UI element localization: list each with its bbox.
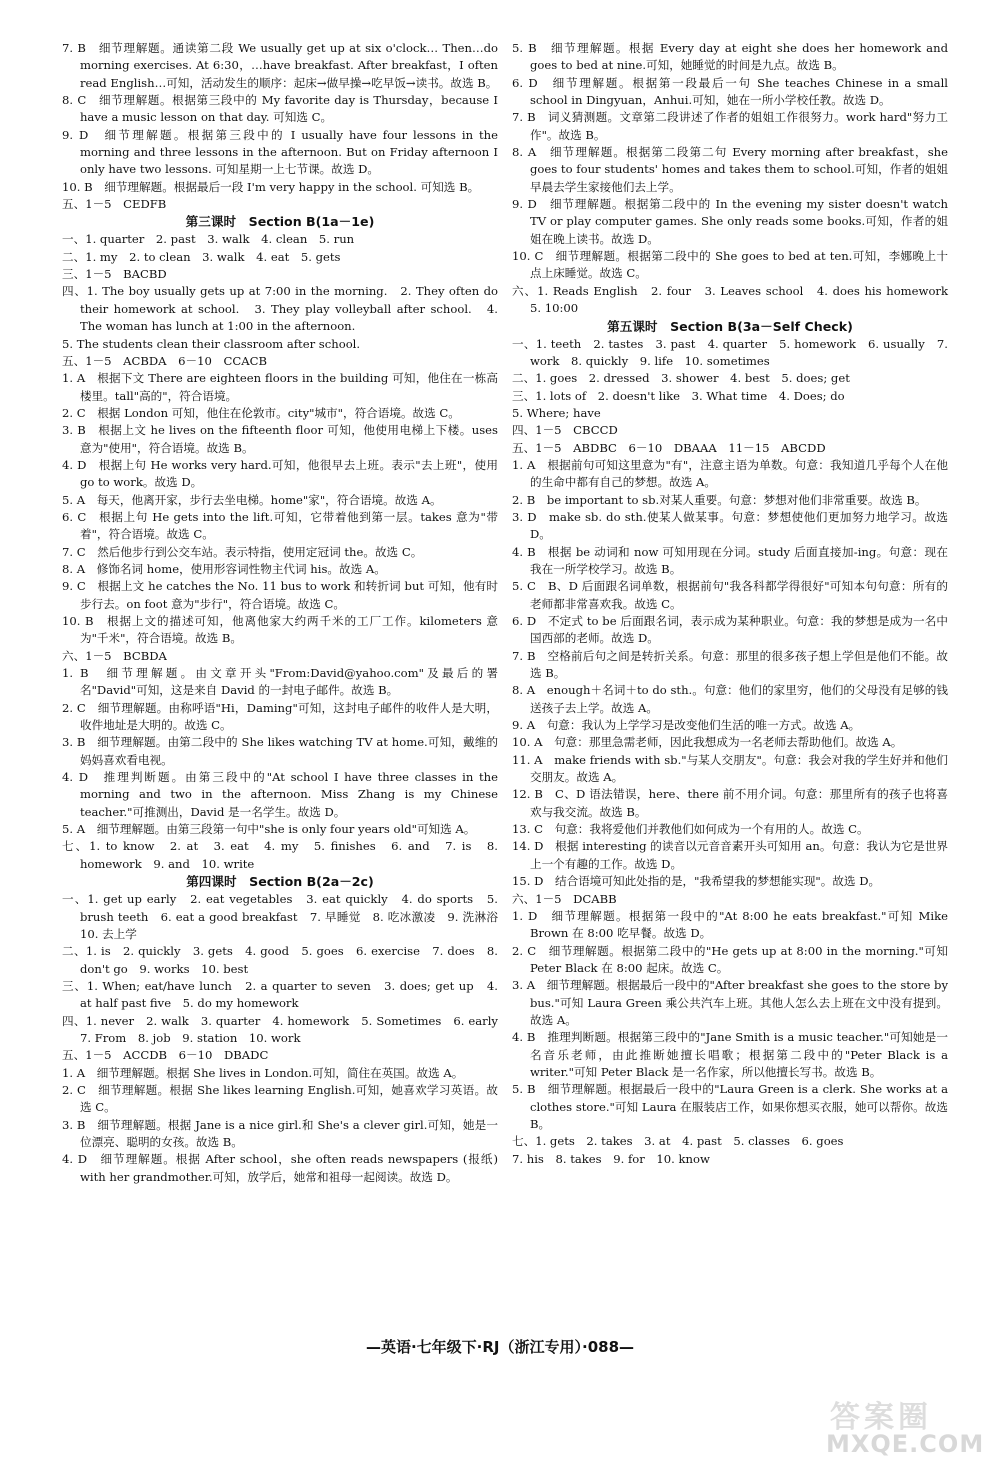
- answer-group: 七、1. gets 2. takes 3. at 4. past 5. classes 6. goes: [512, 1134, 844, 1149]
- answer-item: 10. C 细节理解题。根据第二段中的 She goes to bed at ten.可知，李娜晚上十点上床睡觉。故选 C。: [512, 249, 948, 281]
- left-column: [62, 40, 510, 1186]
- answer-group: 二、1. my 2. to clean 3. walk 4. eat 5. gets: [62, 249, 341, 264]
- answer-item: 2. C 细节理解题。根据 She likes learning English.可知，她喜欢学习英语。故选 C。: [62, 1082, 498, 1115]
- answer-item: 15. D 结合语境可知此处指的是，"我希望我的梦想能实现"。故选 D。: [512, 874, 881, 889]
- section-heading: 第五课时 Section B(3a－Self Check): [607, 318, 853, 334]
- answer-item: 2. B be important to sb.对某人重要。句意：梦想对他们非常重要。故选 B。: [512, 492, 927, 507]
- answer-item: 9. D 细节理解题。根据第三段中的 I usually have four lessons in the morning and three lessons in the afternoon. But on Friday afternoon I only have two lessons. 可知星期一上七节课。故选 D。: [62, 127, 498, 177]
- answer-group: 四、1－5 CBCCD: [512, 423, 618, 438]
- answer-item: 7. B 细节理解题。通读第二段 We usually get up at six o'clock… Then…do morning exercises. At 6:30，…have breakfast. After breakfast，I often read English…可知，活动发生的顺序：起床→做早操→吃早饭→读书。故选 B。: [62, 41, 498, 90]
- answer-group: 二、1. goes 2. dressed 3. shower 4. best 5. does; get: [512, 371, 850, 386]
- answer-item: 3. A 细节理解题。根据最后一段中的"After breakfast she goes to the store by bus."可知 Laura Green 乘公共汽车上班。其他人怎么去上班在文中没有提到。故选 A。: [512, 978, 948, 1027]
- answer-item: 9. C 根据上文 he catches the No. 11 bus to work 和转折词 but 可知，他有时步行去。on foot 意为"步行"，符合语境。故选 C。: [62, 579, 498, 611]
- answer-group: 三、1. lots of 2. doesn't like 3. What time 4. Does; do: [512, 388, 845, 403]
- answer-group: 一、1. get up early 2. eat vegetables 3. eat quickly 4. do sports 5. brush teeth 6. eat a good breakfast 7. 早睡觉 8. 吃冰激凌 9. 洗淋浴 10. 去上学: [62, 892, 510, 941]
- answer-item: 7. his 8. takes 9. for 10. know: [512, 1151, 710, 1166]
- answer-item: 6. D 细节理解题。根据第一段最后一句 She teaches Chinese in a small school in Dingyuan，Anhui.可知，她在一所小学校任教。故选 D。: [512, 75, 948, 108]
- right-column: [512, 40, 960, 1168]
- answer-item: 8. A 细节理解题。根据第二段第二句 Every morning after breakfast，she goes to four students' homes and takes them to school.可知，作者的姐姐早晨去学生家接他们去上学。: [512, 145, 948, 194]
- answer-group: 五、1－5 ACBDA 6－10 CCACB: [62, 353, 267, 368]
- answer-item: 9. A 句意：我认为上学学习是改变他们生活的唯一方式。故选 A。: [512, 718, 861, 733]
- answer-item: 5. A 细节理解题。由第三段第一句中"she is only four years old"可知选 A。: [62, 822, 476, 837]
- answer-item: 6. D 不定式 to be 后面跟名词，表示成为某种职业。句意：我的梦想是成为一名中国西部的老师。故选 D。: [512, 614, 948, 646]
- answer-item: 10. B 根据上文的描述可知，他离他家大约两千米的工厂工作。kilometers 意为"千米"，符合语境。故选 B。: [62, 614, 498, 646]
- page-footer: —英语·七年级下·RJ（浙江专用）·088—: [365, 1338, 635, 1356]
- answer-group: 四、1. The boy usually gets up at 7:00 in the morning. 2. They often do their homework at school. 3. They play volleyball after school. 4. The woman has lunch at 1:00 in the afternoon.: [62, 284, 498, 334]
- answer-item: 4. B 根据 be 动词和 now 可知用现在分词。study 后面直接加-ing。句意：现在我在一所学校学习。故选 B。: [512, 544, 948, 576]
- answer-group: 五、1－5 CEDFB: [62, 197, 167, 212]
- answer-item: 1. A 根据前句可知这里意为"有"，注意主语为单数。句意：我知道几乎每个人在他的生命中都有自己的梦想。故选 A。: [512, 457, 948, 490]
- answer-item: 5. Where; have: [512, 405, 601, 420]
- answer-item: 2. C 细节理解题。根据第二段中的"He gets up at 8:00 in the morning."可知 Peter Black 在 8:00 起床。故选 C。: [512, 943, 948, 975]
- answer-group: 二、1. is 2. quickly 3. gets 4. good 5. goes 6. exercise 7. does 8. don't go 9. works 10. best: [62, 944, 498, 976]
- watermark-url: MXQE.COM: [826, 1430, 985, 1458]
- answer-group: 三、1－5 BACBD: [62, 267, 167, 282]
- answer-item: 3. B 细节理解题。根据 Jane is a nice girl.和 She's a clever girl.可知，她是一位漂亮、聪明的女孩。故选 B。: [62, 1117, 498, 1149]
- answer-item: 1. A 根据下文 There are eighteen floors in the building 可知，他住在一栋高楼里。tall"高的"，符合语境。: [62, 371, 498, 403]
- answer-item: 14. D 根据 interesting 的读音以元音音素开头可知用 an。句意：我认为它是世界上一个有趣的工作。故选 D。: [512, 839, 948, 871]
- answer-item: 1. A 细节理解题。根据 She lives in London.可知，简住在英国。故选 A。: [62, 1065, 464, 1080]
- answer-group: 五、1－5 ACCDB 6－10 DBADC: [62, 1048, 269, 1063]
- answer-item: 4. D 推理判断题。由第三段中的"At school I have three classes in the morning and two in the afternoon. Miss Zhang is my Chinese teacher."可推测出，David 是一名学生。故选 D。: [62, 770, 498, 819]
- answer-item: 13. C 句意：我将爱他们并教他们如何成为一个有用的人。故选 C。: [512, 822, 869, 837]
- answer-item: 5. B 细节理解题。根据最后一段中的"Laura Green is a clerk. She works at a clothes store."可知 Laura 在服装店工作，如果你想买衣服，她可以帮你。故选 B。: [512, 1082, 948, 1131]
- answer-item: 4. D 根据上句 He works very hard.可知，他很早去上班。表示"去上班"，使用 go to work。故选 D。: [62, 457, 498, 490]
- answer-item: 5. A 每天，他离开家，步行去坐电梯。home"家"，符合语境。故选 A。: [62, 492, 442, 507]
- answer-item: 10. B 细节理解题。根据最后一段 I'm very happy in the school. 可知选 B。: [62, 179, 480, 194]
- answer-group: 一、1. quarter 2. past 3. walk 4. clean 5. run: [62, 232, 355, 247]
- answer-item: 10. A 句意：那里急需老师，因此我想成为一名老师去帮助他们。故选 A。: [512, 735, 903, 750]
- answer-group: 六、1. Reads English 2. four 3. Leaves school 4. does his homework 5. 10:00: [512, 283, 960, 316]
- answer-group: 七、1. to know 2. at 3. eat 4. my 5. finishes 6. and 7. is 8. homework 9. and 10. write: [62, 839, 498, 871]
- section-heading: 第三课时 Section B(1a－1e): [185, 214, 375, 230]
- answer-item: 5. C B、D 后面跟名词单数，根据前句"我各科都学得很好"可知本句句意：所有的老师都非常喜欢我。故选 C。: [512, 579, 948, 611]
- answer-item: 5. The students clean their classroom after school.: [62, 336, 361, 351]
- answer-group: 三、1. When; eat/have lunch 2. a quarter to seven 3. does; get up 4. at half past five 5. do my homework: [62, 978, 498, 1011]
- answer-item: 8. C 细节理解题。根据第三段中的 My favorite day is Thursday，because I have a music lesson on that day. 可知选 C。: [62, 93, 498, 125]
- answer-item: 7. C 然后他步行到公交车站。表示特指，使用定冠词 the。故选 C。: [62, 544, 423, 559]
- answer-item: 12. B C、D 语法错误，here、there 前不用介词。句意：那里所有的孩子也将喜欢与我交流。故选 B。: [512, 787, 948, 819]
- section-heading: 第四课时 Section B(2a－2c): [186, 874, 374, 890]
- answer-item: 11. A make friends with sb."与某人交朋友"。句意：我会对我的学生好并和他们交朋友。故选 A。: [512, 752, 948, 785]
- answer-item: 3. D make sb. do sth.使某人做某事。句意：梦想使他们更加努力地学习。故选 D。: [512, 509, 948, 542]
- answer-item: 5. B 细节理解题。根据 Every day at eight she does her homework and goes to bed at nine.可知，她睡觉的时间是九点。故选 B。: [512, 41, 948, 73]
- watermark-cn: 答案圈: [830, 1400, 932, 1435]
- answer-item: 2. C 根据 London 可知，他住在伦敦市。city"城市"，符合语境。故选 C。: [62, 405, 460, 420]
- answer-item: 4. B 推理判断题。根据第三段中的"Jane Smith is a music teacher."可知她是一名音乐老师，由此推断她擅长唱歌；根据第二段中的"Peter Black is a writer."可知 Peter Black 是一名作家，所以他擅长写书。故选 B。: [512, 1030, 948, 1079]
- answer-item: 3. B 根据上文 he lives on the fifteenth floor 可知，他使用电梯上下楼。uses 意为"使用"，符合语境。故选 B。: [62, 423, 498, 455]
- answer-group: 六、1－5 BCBDA: [62, 648, 167, 663]
- answer-item: 1. D 细节理解题。根据第一段中的"At 8:00 he eats breakfast."可知 Mike Brown 在 8:00 吃早餐。故选 D。: [512, 908, 948, 941]
- answer-group: 一、1. teeth 2. tastes 3. past 4. quarter 5. homework 6. usually 7. work 8. quickly 9. life 10. sometimes: [512, 336, 948, 368]
- answer-item: 9. D 细节理解题。根据第二段中的 In the evening my sister doesn't watch TV or play computer games. She only reads some books.可知，作者的姐姐在晚上读书。故选 D。: [512, 197, 948, 246]
- watermark-logo: [816, 1392, 986, 1464]
- answer-item: 1. B 细节理解题。由文章开头"From:David@yahoo.com"及最后的署名"David"可知，这是来自 David 的一封电子邮件。故选 B。: [62, 666, 498, 698]
- answer-item: 8. A 修饰名词 home，使用形容词性物主代词 his。故选 A。: [62, 561, 386, 576]
- answer-item: 8. A enough＋名词＋to do sth.。句意：他们的家里穷，他们的父母没有足够的钱送孩子去上学。故选 A。: [512, 683, 948, 715]
- answer-group: 五、1－5 ABDBC 6－10 DBAAA 11－15 ABCDD: [512, 440, 826, 455]
- answer-item: 7. B 词义猜测题。文章第二段讲述了作者的姐姐工作很努力。work hard"努力工作"。故选 B。: [512, 110, 948, 142]
- answer-group: 四、1. never 2. walk 3. quarter 4. homework 5. Sometimes 6. early 7. From 8. job 9. station 10. work: [62, 1013, 510, 1045]
- answer-item: 3. B 细节理解题。由第二段中的 She likes watching TV at home.可知，戴维的妈妈喜欢看电视。: [62, 735, 498, 767]
- answer-item: 4. D 细节理解题。根据 After school，she often reads newspapers (报纸) with her grandmother.可知，放学后，她常和祖母一起阅读。故选 D。: [62, 1152, 498, 1184]
- answer-item: 2. C 细节理解题。由称呼语"Hi，Daming"可知，这封电子邮件的收件人是大明，收件地址是大明的。故选 C。: [62, 700, 498, 733]
- answer-item: 7. B 空格前后句之间是转折关系。句意：那里的很多孩子想上学但是他们不能。故选 B。: [512, 648, 948, 681]
- answer-group: 六、1－5 DCABB: [512, 891, 617, 906]
- answer-item: 6. C 根据上句 He gets into the lift.可知，它带着他到第一层。takes 意为"带着"，符合语境。故选 C。: [62, 509, 498, 542]
